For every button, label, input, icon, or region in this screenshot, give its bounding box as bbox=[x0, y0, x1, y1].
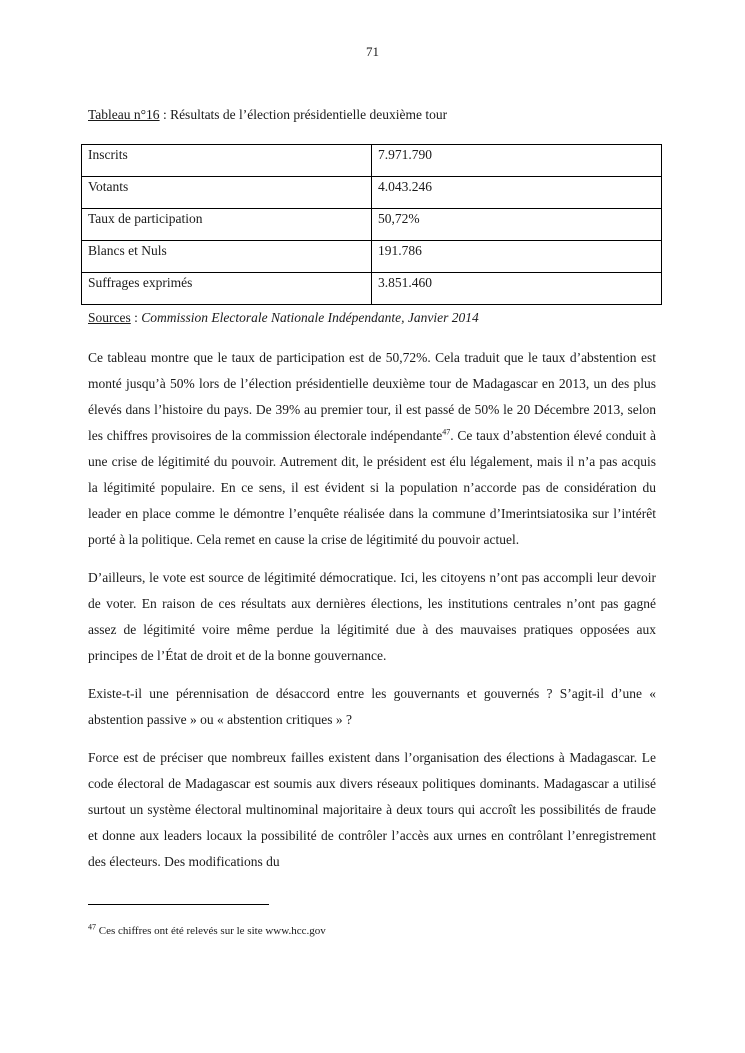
paragraph-3: Existe-t-il une pérennisation de désaccord entre les gouvernants et gouvernés ? S’agit-il d’une « abstention passive » ou « abstention critiques » ? bbox=[88, 686, 656, 727]
table-row bbox=[82, 241, 662, 273]
row-label: Inscrits bbox=[82, 145, 372, 177]
paragraph-1-part-a: Ce tableau montre que le taux de participation est de 50,72%. Cela traduit que le taux d’abstention est monté jusqu’à 50% lors de l’élection présidentielle deuxième tour de Madagascar en 2013, un des plus élevés dans l’histoire du pays. De 39% au premier tour, il est passé de 50% le 20 Décembre 2013, selon les chiffres provisoires de la commission électorale indépendante bbox=[88, 350, 656, 443]
caption-label: Tableau n°16 bbox=[88, 107, 160, 122]
paragraph-2: D’ailleurs, le vote est source de légitimité démocratique. Ici, les citoyens n’ont pas accompli leur devoir de voter. En raison de ces résultats aux dernières élections, les institutions centrales n’ont pas gagné assez de légitimité voire même perdue la légitimité due à des mauvaises pratiques opposées aux principes de l’État de droit et de la bonne gouvernance. bbox=[88, 570, 656, 663]
table-caption bbox=[88, 107, 447, 123]
page-number: 71 bbox=[366, 44, 379, 59]
row-value: 50,72% bbox=[372, 209, 662, 241]
row-label: Votants bbox=[82, 177, 372, 209]
caption-text: : Résultats de l’élection présidentielle deuxième tour bbox=[159, 107, 448, 122]
row-label: Blancs et Nuls bbox=[82, 241, 372, 273]
row-label: Taux de participation bbox=[82, 209, 372, 241]
table-source bbox=[88, 310, 479, 326]
table-row bbox=[82, 273, 662, 305]
row-label: Suffrages exprimés bbox=[82, 273, 372, 305]
footnote bbox=[88, 922, 326, 937]
paragraph-1 bbox=[88, 345, 656, 553]
source-text: Commission Electorale Nationale Indépendante, Janvier 2014 bbox=[141, 310, 479, 325]
footnote-divider bbox=[88, 904, 269, 905]
row-value: 7.971.790 bbox=[372, 145, 662, 177]
row-value: 191.786 bbox=[372, 241, 662, 273]
source-separator: : bbox=[130, 310, 142, 325]
footnote-reference[interactable]: 47 bbox=[442, 427, 451, 437]
table-row bbox=[82, 145, 662, 177]
paragraph-1-part-b: . Ce taux d’abstention élevé conduit à une crise de légitimité du pouvoir. Autrement dit, le président est élu légalement, mais il n’a pas acquis la légitimité populaire. En ce sens, il est évident si la population n’accorde pas de considération du leader en place comme le démontre l’enquête réalisée dans la commune d’Imerintsiatosika sur l’intérêt porté à la politique. Cela remet en cause la crise de légitimité du pouvoir actuel. bbox=[88, 428, 656, 547]
body-text bbox=[88, 345, 656, 887]
table-row bbox=[82, 177, 662, 209]
paragraph-4: Force est de préciser que nombreux failles existent dans l’organisation des élections à Madagascar. Le code électoral de Madagascar est soumis aux divers réseaux politiques dominants. Madagascar a utilisé surtout un système électoral multinominal majoritaire à deux tours qui accroît les possibilités de fraude et donne aux leaders locaux la possibilité de contrôler l’accès aux urnes en contrôlant l’enregistrement des électeurs. Des modifications du bbox=[88, 750, 656, 869]
table-row bbox=[82, 209, 662, 241]
row-value: 4.043.246 bbox=[372, 177, 662, 209]
results-table bbox=[81, 144, 662, 305]
footnote-text: Ces chiffres ont été relevés sur le site www.hcc.gov bbox=[96, 925, 326, 937]
footnote-number: 47 bbox=[88, 922, 96, 932]
source-label: Sources bbox=[88, 310, 131, 325]
row-value: 3.851.460 bbox=[372, 273, 662, 305]
